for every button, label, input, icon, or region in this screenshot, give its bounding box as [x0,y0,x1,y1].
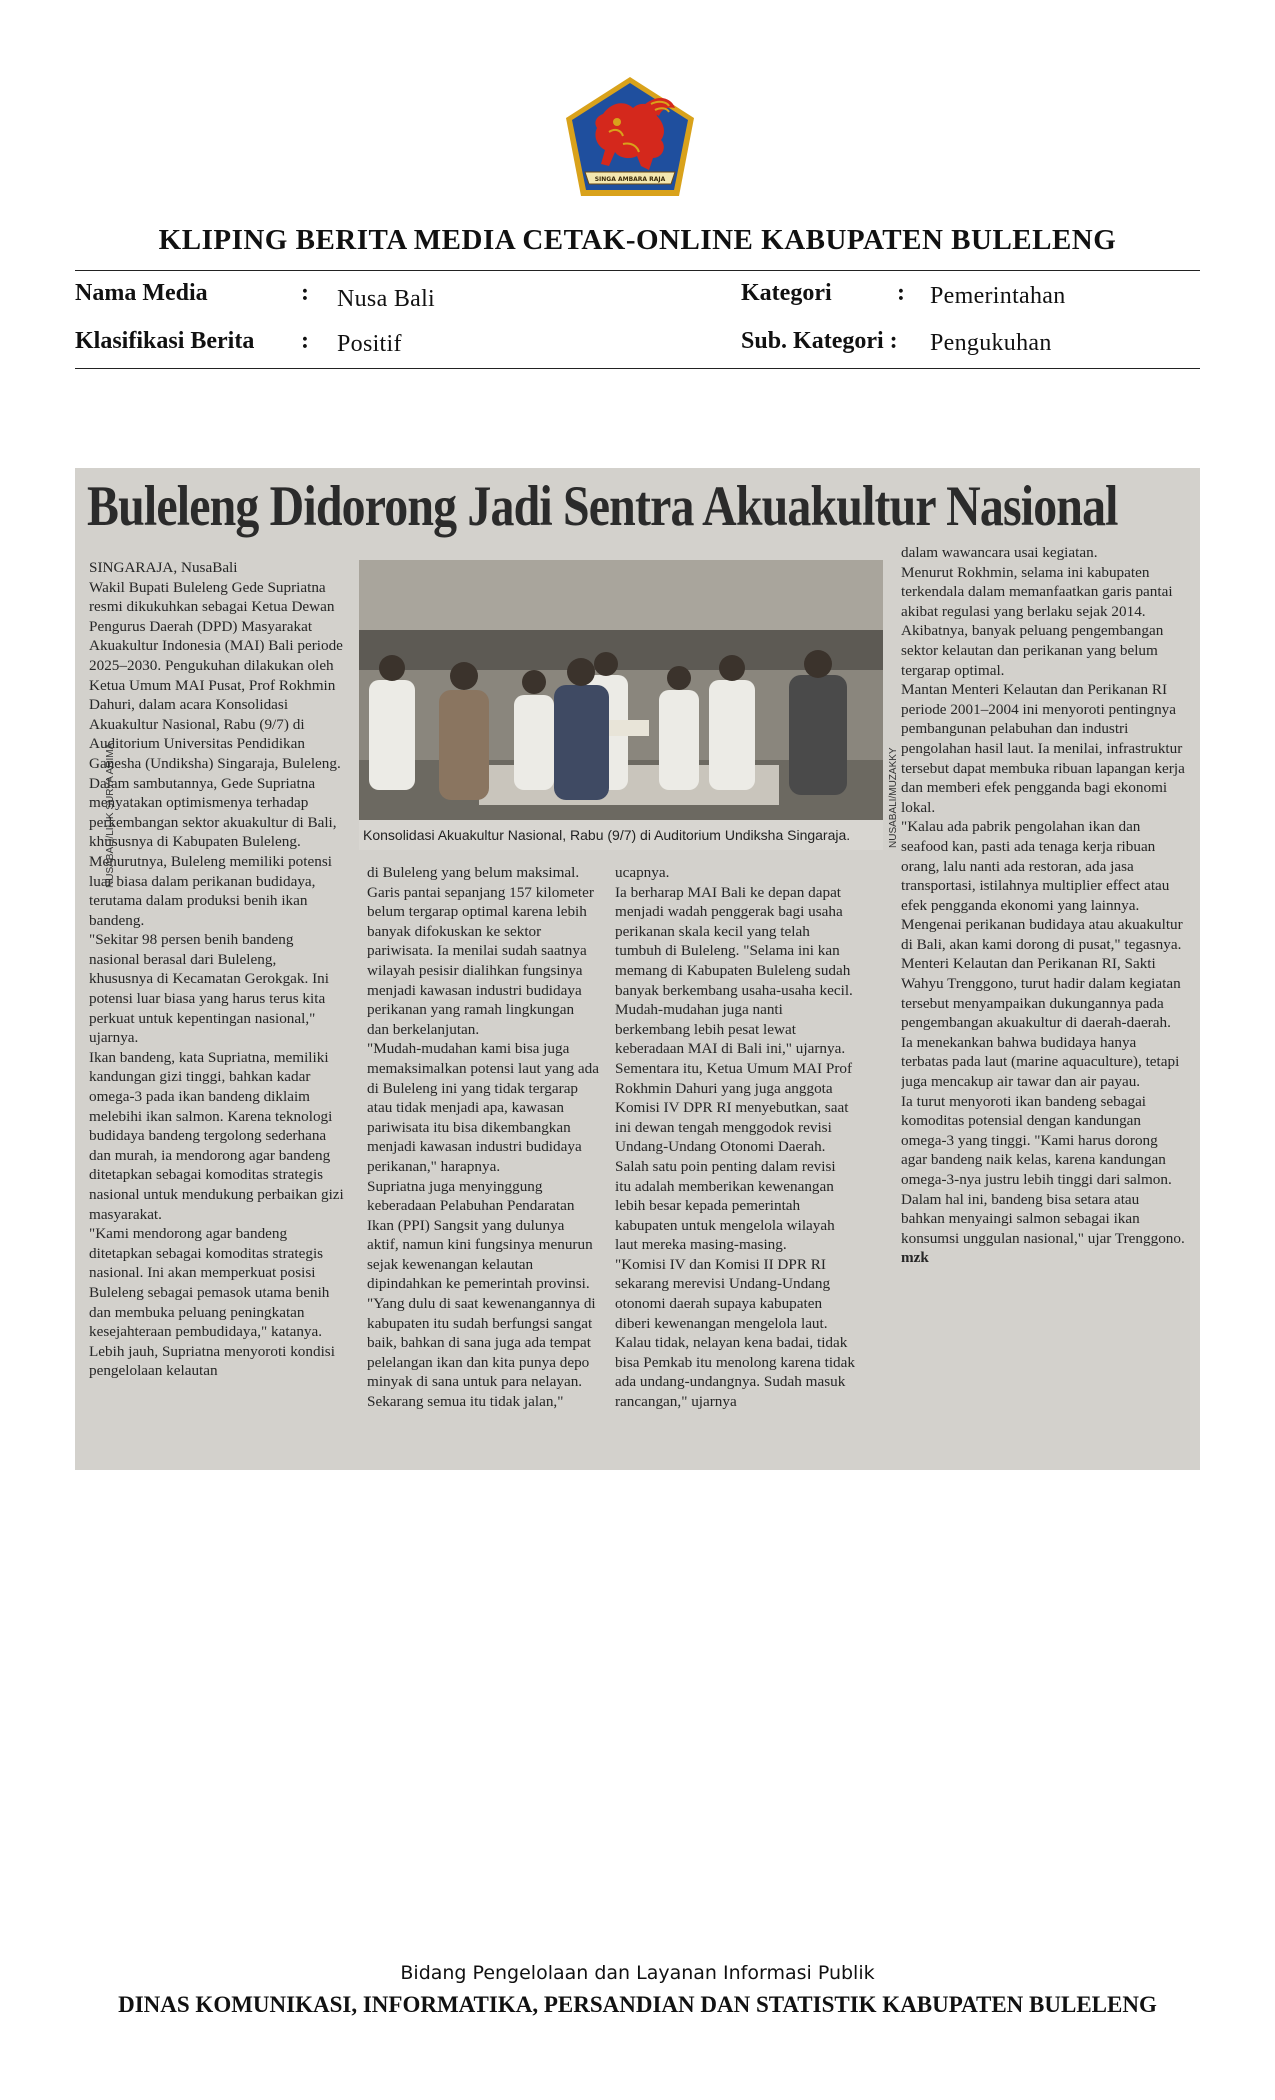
article-column-3: ucapnya. Ia berharap MAI Bali ke depan dapat menjadi wadah penggerak bagi usaha perikanan skala kecil yang telah tumbuh di Buleleng. "Selama ini kan memang di Kabupaten Buleleng sudah banyak berkembang usaha-usaha kecil. Mudah-mudahan juga nanti berkembang lebih pesat lewat keberadaan MAI di Bali ini," ujarnya. Sementara itu, Ketua Umum MAI Prof Rokhmin Dahuri yang juga anggota Komisi IV DPR RI menyebutkan, saat ini dewan tengah menggodok revisi Undang-Undang Otonomi Daerah. Salah satu poin penting dalam revisi itu adalah memberikan kewenangan lebih besar kepada pemerintah kabupaten untuk mengelola wilayah laut mereka masing-masing. "Komisi IV dan Komisi II DPR RI sekarang merevisi Undang-Undang otonomi daerah supaya kabupaten diberi kewenangan mengelola laut. Kalau tidak, nelayan kena badai, tidak bisa Pemkab itu menolong karena tidak ada undang-undangnya. Sudah masuk rancangan," ujarnya [615,864,855,1411]
photo-caption: Konsolidasi Akuakultur Nasional, Rabu (9/7) di Auditorium Undiksha Singaraja. [359,820,883,850]
article-headline: Buleleng Didorong Jadi Sentra Akuakultur Nasional [87,475,1118,538]
article-column-1: SINGARAJA, NusaBali Wakil Bupati Buleleng Gede Supriatna resmi dikukuhkan sebagai Ketua Dewan Pengurus Daerah (DPD) Masyarakat Akuakultur Indonesia (MAI) Bali periode 2025–2030. Pengukuhan dilakukan oleh Ketua Umum MAI Pusat, Prof Rokhmin Dahuri, dalam acara Konsolidasi Akuakultur Nasional, Rabu (9/7) di Auditorium Universitas Pendidikan Ganesha (Undiksha) Singaraja, Buleleng. Dalam sambutannya, Gede Supriatna menyatakan optimismenya terhadap perkembangan sektor akuakultur di Bali, khususnya di Kabupaten Buleleng. Menurutnya, Buleleng memiliki potensi luar biasa dalam perikanan budidaya, terutama dalam produksi benih ikan bandeng. "Sekitar 98 persen benih bandeng nasional berasal dari Buleleng, khususnya di Kecamatan Gerokgak. Ini potensi luar biasa yang harus terus kita perkuat untuk kepentingan nasional," ujarnya. Ikan bandeng, kata Supriatna, memiliki kandungan gizi tinggi, bahkan kadar omega-3 pada ikan bandeng diklaim melebihi ikan salmon. Karena teknologi budidaya bandeng tergolong sederhana dan murah, ia mendorong agar bandeng ditetapkan sebagai komoditas strategis nasional untuk mendukung perbaikan gizi masyarakat. "Kami mendorong agar bandeng ditetapkan sebagai komoditas strategis nasional. Ini akan memperkuat posisi Buleleng sebagai pemasok utama benih dan membuka peluang peningkatan kesejahteraan pembudidaya," katanya. Lebih jauh, Supriatna menyoroti kondisi pengelolaan kelautan [89,559,344,1380]
header-top-rule [75,270,1200,271]
photo-credit-right: NUSABALI/MUZAKKY [888,747,899,848]
sub-kategori-label: Sub. Kategori : [741,328,898,354]
photo-credit-left: NUSABALI/LILIK SURYA ARIMA [105,742,116,888]
article-column-4-text: dalam wawancara usai kegiatan. Menurut Rokhmin, selama ini kabupaten terkendala dalam memanfaatkan garis pantai akibat regulasi yang berlaku sejak 2014. Akibatnya, banyak peluang pengembangan sektor kelautan dan perikanan yang belum tergarap optimal. Mantan Menteri Kelautan dan Perikanan RI periode 2001–2004 ini menyoroti pentingnya pembangunan pelabuhan dan industri pengolahan hasil laut. Ia menilai, infrastruktur tersebut dapat membuka ribuan lapangan kerja dan memberi efek pengganda bagi ekonomi lokal. "Kalau ada pabrik pengolahan ikan dan seafood kan, pasti ada tenaga kerja ribuan orang, lalu nanti ada restoran, ada jasa transportasi, istilahnya multiplier effect atau efek pengganda ekonomi yang lainnya. Mengenai perikanan budidaya atau akuakultur di Bali, akan kami dorong di pusat," tegasnya. Menteri Kelautan dan Perikanan RI, Sakti Wahyu Trenggono, turut hadir dalam kegiatan tersebut menyampaikan dukungannya pada pengembangan akuakultur di daerah-daerah. Ia menekankan bahwa budidaya hanya terbatas pada laut (marine aquaculture), tetapi juga mencakup air tawar dan air payau. Ia turut menyoroti ikan bandeng sebagai komoditas potensial dengan kandungan omega-3 yang tinggi. "Kami harus dorong agar bandeng naik kelas, karena kandungan omega-3-nya justru lebih tinggi dari salmon. Dalam hal ini, bandeng bisa setara atau bahkan menyaingi salmon sebagai ikan konsumsi unggulan nasional," ujar Trenggono. [901,544,1185,1247]
klasifikasi-berita-colon: : [301,328,309,354]
sub-kategori-value: Pengukuhan [930,330,1052,356]
header-bottom-rule [75,368,1200,369]
kategori-value: Pemerintahan [930,283,1066,309]
footer-division: Bidang Pengelolaan dan Layanan Informasi Publik [400,1962,875,1984]
kategori-colon: : [897,280,905,306]
page-title: KLIPING BERITA MEDIA CETAK-ONLINE KABUPATEN BULELENG [158,224,1117,256]
article-signature: mzk [901,1249,929,1267]
klasifikasi-berita-value: Positif [337,331,402,357]
article-column-4 [901,543,1186,1463]
nama-media-label: Nama Media [75,280,208,306]
article-photo [359,560,883,850]
klasifikasi-berita-label: Klasifikasi Berita [75,328,255,354]
kategori-label: Kategori [741,280,832,306]
nama-media-value: Nusa Bali [337,286,436,312]
news-clipping [75,468,1200,1470]
article-column-2: di Buleleng yang belum maksimal. Garis pantai sepanjang 157 kilometer belum tergarap optimal karena lebih banyak difokuskan ke sektor pariwisata. Ia menilai sudah saatnya wilayah pesisir dialihkan fungsinya menjadi kawasan industri budidaya perikanan yang ramah lingkungan dan berkelanjutan. "Mudah-mudahan kami bisa juga memaksimalkan potensi laut yang ada di Buleleng ini yang tidak tergarap atau tidak menjadi apa, kawasan pariwisata itu bisa dikembangkan menjadi kawasan industri budidaya perikanan," harapnya. Supriatna juga menyinggung keberadaan Pelabuhan Pendaratan Ikan (PPI) Sangsit yang dulunya aktif, namun kini fungsinya menurun sejak kewenangan kelautan dipindahkan ke pemerintah provinsi. "Yang dulu di saat kewenangannya di kabupaten itu sudah berfungsi sangat baik, bahkan di sana juga ada tempat pelelangan ikan dan kita punya depo minyak di sana untuk para nelayan. Sekarang semua itu tidak jalan," [367,864,599,1411]
svg-text:SINGA AMBARA RAJA: SINGA AMBARA RAJA [594,176,666,183]
footer-agency: DINAS KOMUNIKASI, INFORMATIKA, PERSANDIAN DAN STATISTIK KABUPATEN BULELENG [118,1992,1157,2017]
kabupaten-buleleng-emblem-icon [563,74,697,201]
nama-media-colon: : [301,280,309,306]
